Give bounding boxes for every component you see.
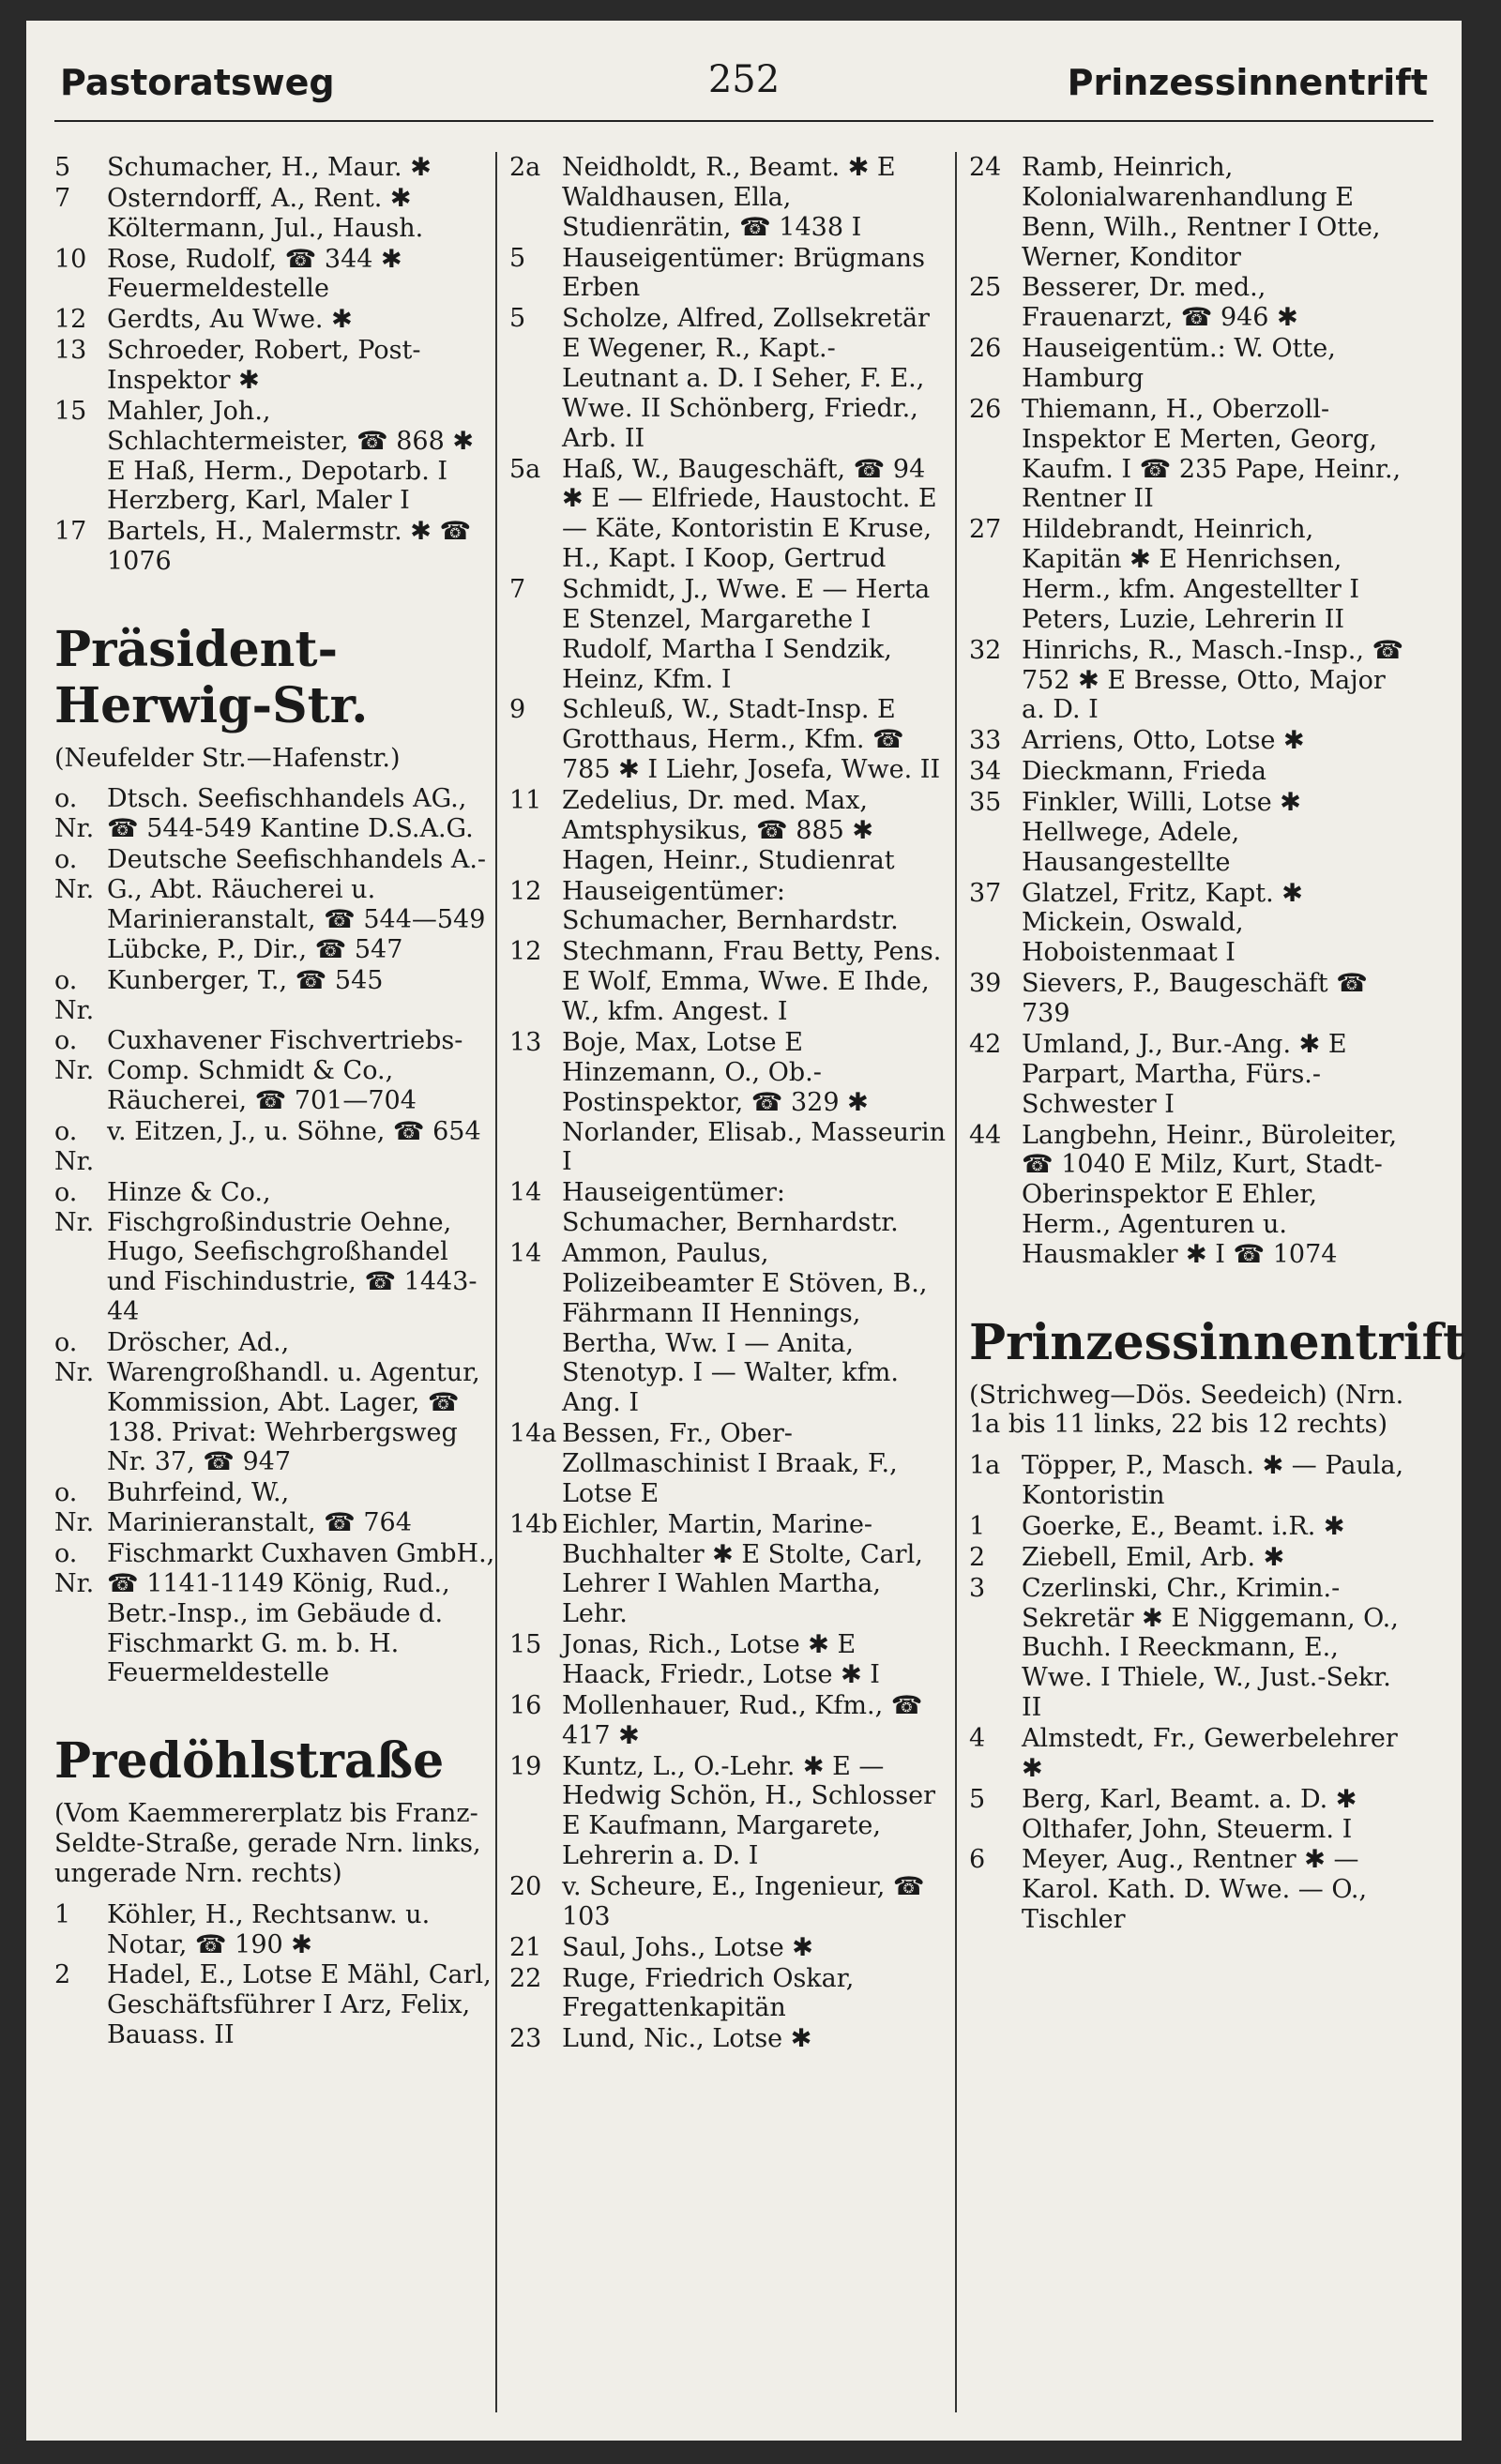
resident-text: Jonas, Rich., Lotse ✱ E Haack, Friedr., Lotse ✱ I — [562, 1630, 880, 1689]
house-number: 13 — [509, 1027, 542, 1057]
directory-entry — [509, 786, 950, 876]
house-number: 14 — [509, 1238, 542, 1268]
house-number: 35 — [969, 788, 1002, 818]
house-number: 32 — [969, 635, 1002, 665]
resident-text: Hauseigentüm.: W. Otte, Hamburg — [1022, 334, 1336, 394]
directory-entry — [969, 273, 1410, 333]
house-number: 12 — [509, 876, 542, 906]
house-number: 37 — [969, 878, 1002, 908]
directory-entry — [969, 1574, 1410, 1723]
directory-entry — [509, 1752, 950, 1871]
resident-text: Töpper, P., Masch. ✱ — Paula, Kontoristin — [1022, 1451, 1404, 1511]
directory-entry — [54, 1117, 495, 1177]
house-number: 5 — [54, 153, 71, 182]
page-number: 252 — [707, 58, 781, 101]
house-number: 7 — [54, 183, 71, 213]
directory-entry — [54, 517, 495, 577]
house-number: 24 — [969, 153, 1002, 182]
directory-entry — [54, 1328, 495, 1477]
house-number: 20 — [509, 1871, 542, 1901]
directory-entry — [54, 845, 495, 964]
resident-text: Meyer, Aug., Rentner ✱ — Karol. Kath. D. Wwe. — O., Tischler — [1022, 1845, 1368, 1935]
house-number: 11 — [509, 786, 542, 816]
column-1 — [54, 152, 495, 2422]
directory-entry — [969, 879, 1410, 969]
house-number: 5 — [509, 304, 526, 334]
directory-entry — [969, 395, 1410, 514]
directory-entry — [969, 515, 1410, 634]
resident-text: Schleuß, W., Stadt-Insp. E Grotthaus, Herm., Kfm. ☎ 785 ✱ I Liehr, Josefa, Wwe. II — [562, 695, 941, 785]
house-number: o. Nr. — [54, 1538, 95, 1598]
resident-text: Bartels, H., Malermstr. ✱ ☎ 1076 — [107, 517, 472, 577]
resident-text: Czerlinski, Chr., Krimin.-Sekretär ✱ E Niggemann, O., Buchh. I Reeckmann, E., Wwe. I Thiele, W., Just.-Sekr. II — [1022, 1573, 1399, 1723]
resident-text: Hinze & Co., Fischgroßindustrie Oehne, Hugo, Seefischgroßhandel und Fischindustrie, ☎ 1443-44 — [107, 1177, 478, 1327]
resident-text: Schroeder, Robert, Post-Inspektor ✱ — [107, 336, 421, 396]
resident-text: Deutsche Seefischhandels A.-G., Abt. Räucherei u. Marinieranstalt, ☎ 544—549 Lübcke, P., Dir., ☎ 547 — [107, 845, 487, 964]
resident-text: Hauseigentümer: Schumacher, Bernhardstr. — [562, 876, 899, 936]
resident-text: Hinrichs, R., Masch.-Insp., ☎ 752 ✱ E Bresse, Otto, Major a. D. I — [1022, 635, 1404, 725]
resident-text: Goerke, E., Beamt. i.R. ✱ — [1022, 1512, 1345, 1542]
house-number: 25 — [969, 273, 1002, 303]
directory-entry — [509, 153, 950, 243]
heading-predoehlstrasse: Predöhlstraße — [54, 1732, 445, 1791]
resident-text: Thiemann, H., Oberzoll-Inspektor E Merten, Georg, Kaufm. I ☎ 235 Pape, Heinr., Rentner II — [1022, 394, 1402, 514]
house-number: 27 — [969, 515, 1002, 545]
directory-entry — [509, 1964, 950, 2024]
column-divider — [955, 152, 957, 2412]
directory-entry — [54, 1178, 495, 1327]
house-number: 1a — [969, 1451, 1001, 1481]
resident-text: Köhler, H., Rechtsanw. u. Notar, ☎ 190 ✱ — [107, 1899, 431, 1959]
house-number: o. Nr. — [54, 1116, 95, 1176]
house-number: o. Nr. — [54, 1327, 95, 1387]
resident-text: Hauseigentümer: Schumacher, Bernhardstr. — [562, 1178, 899, 1238]
directory-entry — [54, 1478, 495, 1538]
house-number: 3 — [969, 1573, 986, 1603]
resident-text: Kuntz, L., O.-Lehr. ✱ E — Hedwig Schön, H., Schlosser E Kaufmann, Margarete, Lehrerin a. D. I — [562, 1751, 936, 1871]
resident-text: Osterndorff, A., Rent. ✱ Költermann, Jul., Haush. — [107, 183, 424, 243]
house-number: 5 — [969, 1784, 986, 1814]
resident-text: Kunberger, T., ☎ 545 — [107, 965, 384, 995]
house-number: o. Nr. — [54, 784, 95, 844]
resident-text: Schmidt, J., Wwe. E — Herta E Stenzel, Margarethe I Rudolf, Martha I Sendzik, Heinz, Kfm. I — [562, 575, 931, 694]
resident-text: Langbehn, Heinr., Büroleiter, ☎ 1040 E Milz, Kurt, Stadt-Oberinspektor E Ehler, Herm., Agenturen u. Hausmakler ✱ I ☎ 1074 — [1022, 1120, 1398, 1269]
resident-text: Berg, Karl, Beamt. a. D. ✱ Olthafer, John, Steuerm. I — [1022, 1784, 1357, 1844]
resident-text: Dröscher, Ad., Warengroßhandl. u. Agentur, Kommission, Abt. Lager, ☎ 138. Privat: Wehrbergsweg Nr. 37, ☎ 947 — [107, 1327, 480, 1477]
resident-text: Cuxhavener Fischvertriebs-Comp. Schmidt & Co., Räucherei, ☎ 701—704 — [107, 1026, 463, 1116]
directory-entry — [54, 397, 495, 516]
directory-entry — [969, 757, 1410, 787]
house-number: 12 — [509, 937, 542, 967]
house-number: 5a — [509, 454, 541, 484]
house-number: 14b — [509, 1509, 558, 1539]
house-number: 21 — [509, 1932, 542, 1962]
directory-entry — [509, 695, 950, 785]
house-number: 22 — [509, 1963, 542, 1993]
house-number: 39 — [969, 969, 1002, 999]
directory-entry — [54, 245, 495, 305]
directory-entry — [54, 153, 495, 183]
house-number: 6 — [969, 1845, 986, 1875]
entries-predoehlstrasse — [54, 1900, 495, 2050]
resident-text: Lund, Nic., Lotse ✱ — [562, 2024, 812, 2054]
resident-text: Rose, Rudolf, ☎ 344 ✱ Feuermeldestelle — [107, 244, 402, 304]
resident-text: Stechmann, Frau Betty, Pens. E Wolf, Emma, Wwe. E Ihde, W., kfm. Angest. I — [562, 937, 942, 1027]
resident-text: Zedelius, Dr. med. Max, Amtsphysikus, ☎ 885 ✱ Hagen, Heinr., Studienrat — [562, 786, 895, 875]
resident-text: Haß, W., Baugeschäft, ☎ 94 ✱ E — Elfriede, Haustocht. E — Käte, Kontoristin E Kruse, H., Kapt. I Koop, Gertrud — [562, 454, 937, 574]
resident-text: Eichler, Martin, Marine-Buchhalter ✱ E Stolte, Carl, Lehrer I Wahlen Martha, Lehr. — [562, 1509, 923, 1629]
directory-entry — [509, 1178, 950, 1238]
directory-entry — [54, 336, 495, 396]
header-right-street: Prinzessinnentrift — [1067, 62, 1428, 103]
directory-entry — [509, 455, 950, 574]
directory-entry — [54, 1026, 495, 1116]
resident-text: Ammon, Paulus, Polizeibeamter E Stöven, B., Fährmann II Hennings, Bertha, Ww. I — Anita, Stenotyp. I — Walter, kfm. Ang. I — [562, 1238, 928, 1418]
entries-predoehl-continued — [509, 153, 950, 2054]
resident-text: Schumacher, H., Maur. ✱ — [107, 153, 432, 182]
column-divider — [495, 152, 497, 2412]
house-number: 17 — [54, 517, 87, 547]
resident-text: Fischmarkt Cuxhaven GmbH., ☎ 1141-1149 König, Rud., Betr.-Insp., im Gebäude d. Fischmarkt G. m. b. H. Feuermeldestelle — [107, 1538, 495, 1688]
entries-praesident-herwig — [54, 784, 495, 1688]
resident-text: Arriens, Otto, Lotse ✱ — [1022, 726, 1305, 756]
house-number: 14a — [509, 1419, 557, 1449]
resident-text: Gerdts, Au Wwe. ✱ — [107, 305, 353, 335]
directory-entry — [509, 2024, 950, 2054]
directory-entry — [969, 969, 1410, 1029]
resident-text: Boje, Max, Lotse E Hinzemann, O., Ob.-Postinspektor, ☎ 329 ✱ Norlander, Elisab., Masseurin I — [562, 1027, 946, 1177]
directory-entry — [54, 1900, 495, 1960]
house-number: 14 — [509, 1178, 542, 1208]
resident-text: Saul, Johs., Lotse ✱ — [562, 1932, 813, 1962]
house-number: 9 — [509, 695, 526, 725]
house-number: 10 — [54, 244, 87, 274]
directory-entry — [969, 1121, 1410, 1270]
house-number: 19 — [509, 1751, 542, 1781]
entries-pastoratsweg — [54, 153, 495, 577]
entries-prinzessinnentrift — [969, 1451, 1410, 1935]
house-number: o. Nr. — [54, 1177, 95, 1237]
directory-entry — [509, 1691, 950, 1751]
house-number: 16 — [509, 1690, 542, 1720]
directory-entry — [54, 1960, 495, 2050]
directory-entry — [969, 788, 1410, 878]
house-number: o. Nr. — [54, 1026, 95, 1086]
house-number: 34 — [969, 757, 1002, 787]
page-header — [26, 21, 1462, 124]
resident-text: v. Scheure, E., Ingenieur, ☎ 103 — [562, 1871, 925, 1931]
house-number: 23 — [509, 2024, 542, 2054]
resident-text: Dieckmann, Frieda — [1022, 757, 1267, 787]
house-number: 13 — [54, 336, 87, 366]
directory-entry — [54, 1539, 495, 1688]
house-number: 2 — [54, 1960, 71, 1990]
resident-text: Hauseigentümer: Brügmans Erben — [562, 243, 925, 303]
house-number: 7 — [509, 575, 526, 605]
directory-entry — [509, 244, 950, 304]
house-number: 15 — [54, 396, 87, 426]
directory-entry — [509, 1933, 950, 1963]
directory-entry — [509, 1630, 950, 1690]
directory-entry — [969, 726, 1410, 756]
resident-text: Hildebrandt, Heinrich, Kapitän ✱ E Henrichsen, Herm., kfm. Angestellter I Peters, Luzie, Lehrerin II — [1022, 515, 1359, 634]
resident-text: Mahler, Joh., Schlachtermeister, ☎ 868 ✱ E Haß, Herm., Depotarb. I Herzberg, Karl, Maler I — [107, 396, 474, 516]
house-number: 2a — [509, 153, 541, 182]
directory-entry — [509, 877, 950, 937]
directory-entry — [509, 1510, 950, 1629]
street-intro: (Neufelder Str.—Hafenstr.) — [54, 743, 401, 773]
directory-entry — [509, 575, 950, 694]
header-left-street: Pastoratsweg — [60, 62, 335, 103]
resident-text: Ruge, Friedrich Oskar, Fregattenkapitän — [562, 1963, 855, 2023]
directory-entry — [509, 1872, 950, 1932]
house-number: 26 — [969, 334, 1002, 364]
directory-page — [26, 21, 1466, 2441]
column-2 — [509, 152, 950, 2422]
directory-entry — [509, 1239, 950, 1418]
resident-text: Ziebell, Emil, Arb. ✱ — [1022, 1542, 1285, 1572]
house-number: o. Nr. — [54, 965, 95, 1025]
house-number: 4 — [969, 1724, 986, 1754]
house-number: 44 — [969, 1120, 1002, 1150]
street-intro: (Vom Kaemmererplatz bis Franz-Seldte-Straße, gerade Nrn. links, ungerade Nrn. rechts) — [54, 1799, 481, 1888]
resident-text: Glatzel, Fritz, Kapt. ✱ Mickein, Oswald, Hoboistenmaat I — [1022, 878, 1303, 968]
house-number: 26 — [969, 394, 1002, 424]
street-intro: (Strichweg—Dös. Seedeich) (Nrn. 1a bis 11 links, 22 bis 12 rechts) — [969, 1380, 1404, 1440]
directory-entry — [509, 304, 950, 453]
house-number: 1 — [54, 1899, 71, 1929]
resident-text: Dtsch. Seefischhandels AG., ☎ 544-549 Kantine D.S.A.G. — [107, 784, 474, 844]
house-number: 2 — [969, 1542, 986, 1572]
house-number: 1 — [969, 1512, 986, 1542]
column-3 — [969, 152, 1466, 2422]
directory-entry — [969, 1030, 1410, 1120]
house-number: 5 — [509, 243, 526, 273]
heading-praesident-herwig-str: Präsident-Herwig-Str. — [54, 621, 369, 734]
directory-entry — [969, 1451, 1410, 1511]
house-number: 12 — [54, 305, 87, 335]
directory-entry — [509, 1028, 950, 1177]
house-number: 15 — [509, 1630, 542, 1660]
heading-prinzessinnentrift: Prinzessinnentrift — [969, 1313, 1466, 1371]
directory-entry — [969, 1543, 1410, 1573]
resident-text: Mollenhauer, Rud., Kfm., ☎ 417 ✱ — [562, 1690, 923, 1750]
resident-text: Buhrfeind, W., Marinieranstalt, ☎ 764 — [107, 1478, 412, 1538]
directory-entry — [969, 334, 1410, 394]
directory-entry — [969, 1724, 1410, 1784]
resident-text: Scholze, Alfred, Zollsekretär E Wegener, R., Kapt.-Leutnant a. D. I Seher, F. E., Wwe. II Schönberg, Friedr., Arb. II — [562, 304, 930, 453]
resident-text: Umland, J., Bur.-Ang. ✱ E Parpart, Martha, Fürs.-Schwester I — [1022, 1029, 1347, 1119]
header-rule — [54, 120, 1433, 122]
directory-entry — [969, 1785, 1410, 1845]
directory-entry — [969, 1512, 1410, 1542]
directory-entry — [969, 1845, 1410, 1935]
resident-text: Hadel, E., Lotse E Mähl, Carl, Geschäftsführer I Arz, Felix, Bauass. II — [107, 1960, 492, 2050]
resident-text: v. Eitzen, J., u. Söhne, ☎ 654 — [107, 1116, 481, 1146]
resident-text: Ramb, Heinrich, Kolonialwarenhandlung E Benn, Wilh., Rentner I Otte, Werner, Konditor — [1022, 153, 1381, 272]
resident-text: Almstedt, Fr., Gewerbelehrer ✱ — [1022, 1724, 1398, 1783]
resident-text: Bessen, Fr., Ober-Zollmaschinist I Braak, F., Lotse E — [562, 1419, 898, 1508]
resident-text: Besserer, Dr. med., Frauenarzt, ☎ 946 ✱ — [1022, 273, 1298, 333]
house-number: o. Nr. — [54, 845, 95, 905]
directory-entry — [509, 937, 950, 1027]
house-number: o. Nr. — [54, 1478, 95, 1538]
entries-predoehl-end — [969, 153, 1410, 1270]
directory-entry — [969, 153, 1410, 272]
directory-entry — [969, 636, 1410, 726]
resident-text: Neidholdt, R., Beamt. ✱ E Waldhausen, Ella, Studienrätin, ☎ 1438 I — [562, 153, 896, 242]
directory-entry — [509, 1419, 950, 1509]
resident-text: Finkler, Willi, Lotse ✱ Hellwege, Adele, Hausangestellte — [1022, 788, 1301, 877]
directory-entry — [54, 305, 495, 335]
directory-entry — [54, 184, 495, 244]
house-number: 42 — [969, 1029, 1002, 1059]
house-number: 33 — [969, 726, 1002, 756]
resident-text: Sievers, P., Baugeschäft ☎ 739 — [1022, 969, 1368, 1029]
directory-entry — [54, 966, 495, 1026]
directory-entry — [54, 784, 495, 844]
